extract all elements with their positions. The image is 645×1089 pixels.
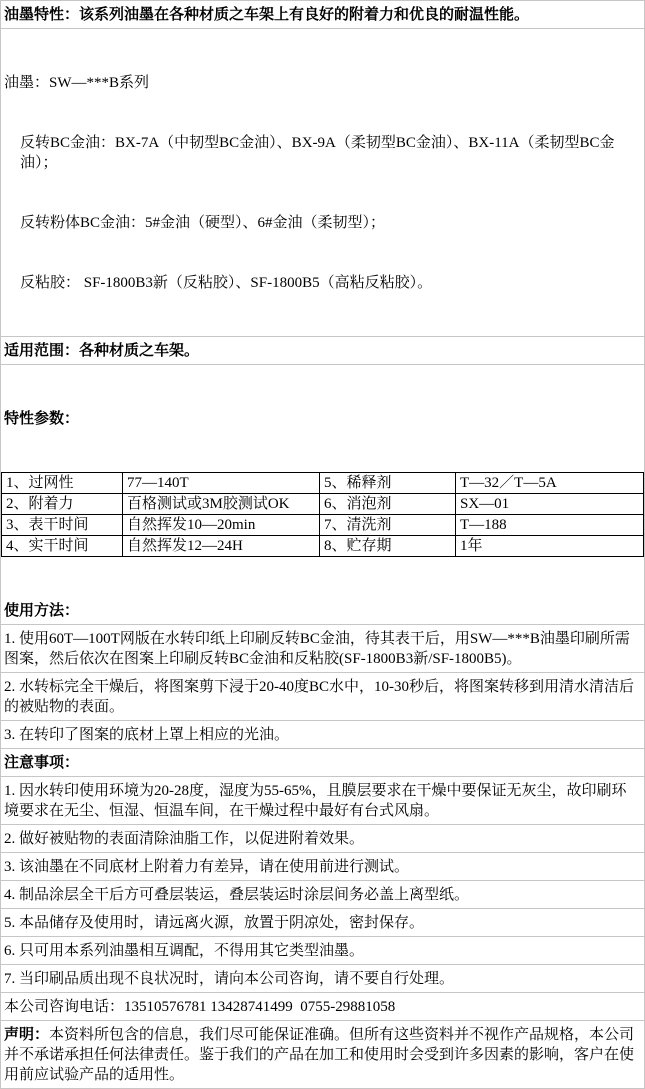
param-label: 3、表干时间 <box>2 515 123 536</box>
param-label: 8、贮存期 <box>320 536 456 557</box>
ink-series-line: 反转BC金油：BX-7A（中韧型BC金油）、BX-9A（柔韧型BC金油）、BX-11A（柔韧型BC金油）； <box>20 135 615 171</box>
contact-phone: 本公司咨询电话：13510576781 13428741499 0755-29881058 <box>1 993 644 1021</box>
table-row <box>2 536 644 557</box>
param-value: 自然挥发10—20min <box>123 515 320 536</box>
parameters-heading: 特性参数： <box>4 411 80 427</box>
usage-heading: 使用方法： <box>1 597 644 625</box>
param-value: 1年 <box>456 536 644 557</box>
note-item: 3. 该油墨在不同底材上附着力有差异，请在使用前进行测试。 <box>1 853 644 881</box>
param-value: T—188 <box>456 515 644 536</box>
note-item: 2. 做好被贴物的表面清除油脂工作，以促进附着效果。 <box>1 825 644 853</box>
param-label: 4、实干时间 <box>2 536 123 557</box>
table-row <box>2 515 644 536</box>
ink-series-line: 反粘胶： SF-1800B3新（反粘胶）、SF-1800B5（高粘反粘胶）。 <box>20 275 433 291</box>
ink-series-line: 反转粉体BC金油：5#金油（硬型）、6#金油（柔韧型）； <box>20 215 386 231</box>
statement-body: 本资料所包含的信息，我们尽可能保证准确。但所有这些资料并不视作产品规格，本公司并不承诺承担任何法律责任。鉴于我们的产品在加工和使用时会受到许多因素的影响，客户在使用前应试验产品的适用性。 <box>4 1027 635 1083</box>
ink-series-section <box>1 29 644 337</box>
scope-text: 适用范围：各种材质之车架。 <box>1 337 644 365</box>
param-label: 2、附着力 <box>2 494 123 515</box>
param-value: 百格测试或3M胶测试OK <box>123 494 320 515</box>
statement-section <box>1 1021 644 1088</box>
param-value: SX—01 <box>456 494 644 515</box>
note-item: 4. 制品涂层全干后方可叠层装运，叠层装运时涂层间务必盖上离型纸。 <box>1 881 644 909</box>
note-item: 1. 因水转印使用环境为20-28度，湿度为55-65%，且膜层要求在干燥中要保证无灰尘，故印刷环境要求在无尘、恒湿、恒温车间，在干燥过程中最好有台式风扇。 <box>1 777 644 825</box>
parameters-table <box>1 472 644 557</box>
param-label: 7、清洗剂 <box>320 515 456 536</box>
parameters-section <box>1 365 644 597</box>
usage-item: 1. 使用60T—100T网版在水转印纸上印刷反转BC金油，待其表干后，用SW—***B油墨印刷所需图案，然后依次在图案上印刷反转BC金油和反粘胶(SF-1800B3新/SF-1800B5)。 <box>1 625 644 673</box>
usage-item: 2. 水转标完全干燥后，将图案剪下浸于20-40度BC水中，10-30秒后，将图案转移到用清水清洁后的被贴物的表面。 <box>1 673 644 721</box>
table-row <box>2 494 644 515</box>
statement-label: 声明： <box>4 1027 50 1043</box>
param-value: 77—140T <box>123 473 320 494</box>
param-label: 1、过网性 <box>2 473 123 494</box>
param-label: 6、消泡剂 <box>320 494 456 515</box>
table-row <box>2 473 644 494</box>
note-item: 7. 当印刷品质出现不良状况时，请向本公司咨询，请不要自行处理。 <box>1 965 644 993</box>
param-value: T—32／T—5A <box>456 473 644 494</box>
ink-series-line: 油墨：SW—***B系列 <box>4 75 150 91</box>
notes-heading: 注意事项： <box>1 749 644 777</box>
param-label: 5、稀释剂 <box>320 473 456 494</box>
param-value: 自然挥发12—24H <box>123 536 320 557</box>
ink-property-title: 油墨特性：该系列油墨在各种材质之车架上有良好的附着力和优良的耐温性能。 <box>1 1 644 29</box>
note-item: 6. 只可用本系列油墨相互调配，不得用其它类型油墨。 <box>1 937 644 965</box>
usage-item: 3. 在转印了图案的底材上罩上相应的光油。 <box>1 721 644 749</box>
note-item: 5. 本品储存及使用时，请远离火源，放置于阴凉处，密封保存。 <box>1 909 644 937</box>
